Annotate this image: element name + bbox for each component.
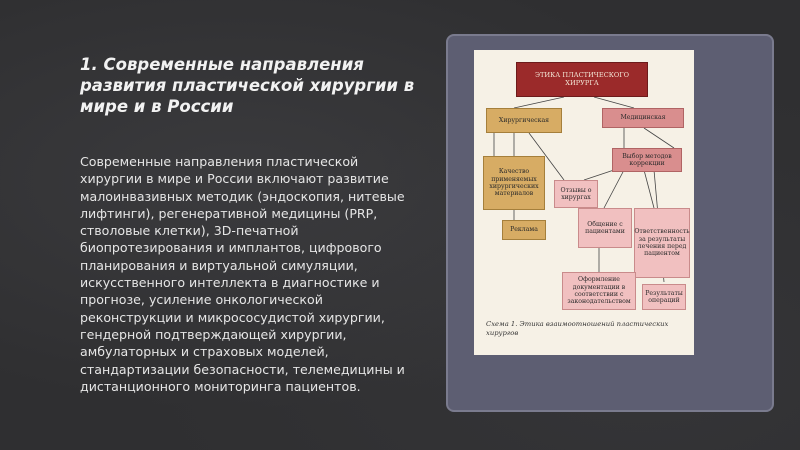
- diagram-box-obshchenie: Общение с пациентами: [578, 208, 632, 248]
- diagram-box-oformlenie: Оформление документации в соответствии с законодательством: [562, 272, 636, 310]
- diagram-box-quality: Качество применяемых хирургических материалов: [483, 156, 545, 210]
- slide-body-text: Современные направления пластической хирургии в мире и России включают развитие малоинвазивных методик (эндоскопия, нитевые лифтинги), регенеративной медицины (PRP, стволовые клетки), 3D-печатной биопротезирования и имплантов, цифрового планирования и виртуальной симуляции, искусственного интеллекта в диагностике и прогнозе, усиление онкологической реконструкции и микрососудистой хирургии, гендерной подтверждающей хирургии, амбулаторных и страховых моделей, стандартизации безопасности, телемедицины и дистанционного мониторинга пациентов.: [80, 154, 405, 394]
- diagram-box-otzyvy: Отзывы о хирургах: [554, 180, 598, 208]
- diagram-right-branch: Медицинская: [602, 108, 684, 128]
- diagram-box-reklama: Реклама: [502, 220, 546, 240]
- diagram-caption: Схема 1. Этика взаимоотношений пластических хирургов: [486, 320, 669, 337]
- connector-line: [644, 170, 654, 208]
- ethics-diagram-figure: [474, 50, 694, 355]
- connector-line: [584, 170, 614, 180]
- connector-line: [604, 170, 624, 208]
- slide-title: 1. Современные направления развития пластической хирургии в мире и в России: [80, 55, 415, 116]
- connector-line: [594, 97, 634, 108]
- diagram-box-otvetstvennost: Ответственность за результаты лечения перед пациентом: [634, 208, 690, 278]
- connector-line: [514, 97, 564, 108]
- diagram-box-rezultaty: Результаты операций: [642, 284, 686, 310]
- diagram-root-box: ЭТИКА ПЛАСТИЧЕСКОГО ХИРУРГА: [516, 62, 648, 97]
- diagram-box-vybor: Выбор методов коррекции: [612, 148, 682, 172]
- diagram-left-branch: Хирургическая: [486, 108, 562, 133]
- connector-line: [644, 128, 674, 148]
